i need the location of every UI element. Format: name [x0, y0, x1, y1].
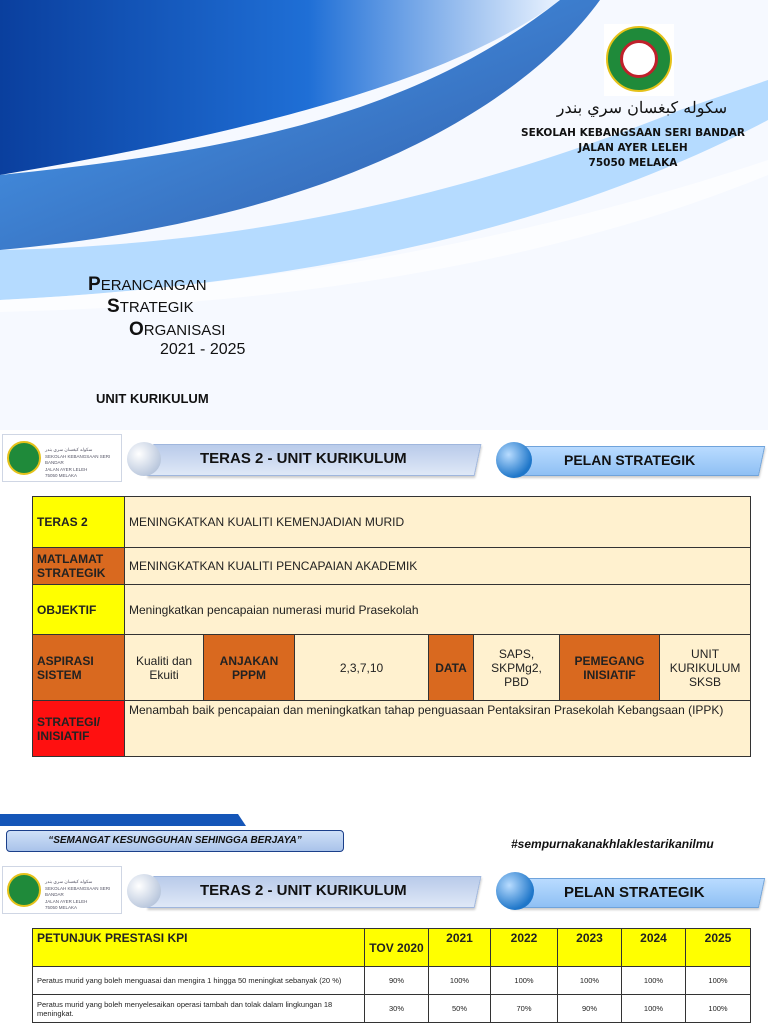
school-name: SEKOLAH KEBANGSAAN SERI BANDAR — [521, 127, 745, 139]
pelan-title-2: PELAN STRATEGIK — [564, 884, 705, 901]
teras-bubble-2 — [127, 874, 161, 908]
strategy-table — [32, 496, 751, 757]
strategi-label: STRATEGI/ INISIATIF — [33, 701, 125, 757]
aspirasi-label: ASPIRASI SISTEM — [33, 635, 125, 701]
school-address-block — [510, 126, 756, 171]
kpi-cell: 100% — [491, 967, 558, 995]
title-line-strategik: STRATEGIK — [107, 296, 194, 317]
cover-slide — [0, 0, 768, 430]
data-label: DATA — [429, 635, 474, 701]
header-school-logo — [7, 441, 41, 475]
header-logo-card — [2, 434, 122, 482]
kpi-cell: 100% — [622, 995, 686, 1023]
pemegang-label: PEMEGANG INISIATIF — [560, 635, 660, 701]
kpi-table — [32, 928, 751, 1023]
pelan-bubble — [496, 442, 532, 478]
matlamat-value: MENINGKATKAN KUALITI PENCAPAIAN AKADEMIK — [125, 548, 751, 585]
header-school-logo-2 — [7, 873, 41, 907]
kpi-cell: 90% — [365, 967, 429, 995]
kpi-header-2025: 2025 — [686, 929, 751, 967]
row-matlamat — [33, 548, 751, 585]
table-row — [33, 967, 751, 995]
teras-label: TERAS 2 — [33, 497, 125, 548]
teras-title: TERAS 2 - UNIT KURIKULUM — [200, 450, 407, 467]
kpi-cell: 30% — [365, 995, 429, 1023]
pelan-title: PELAN STRATEGIK — [564, 452, 696, 468]
row-teras — [33, 497, 751, 548]
kpi-cell: 100% — [686, 967, 751, 995]
school-address-line2: 75050 MELAKA — [588, 157, 678, 169]
header-logo-text-2: سكوله كبغسان سري بندر SEKOLAH KEBANGSAAN SERI BANDAR JALAN AYER LELEH 75050 MELAKA — [45, 879, 111, 910]
pemegang-value: UNIT KURIKULUM SKSB — [660, 635, 751, 701]
kpi-cell: 100% — [622, 967, 686, 995]
kpi-cell: 50% — [429, 995, 491, 1023]
table-row — [33, 995, 751, 1023]
kpi-cell: 70% — [491, 995, 558, 1023]
row-objektif — [33, 585, 751, 635]
teras-value: MENINGKATKAN KUALITI KEMENJADIAN MURID — [125, 497, 751, 548]
hashtag-text: #sempurnakanakhlaklestarikanilmu — [507, 833, 757, 855]
school-address-line1: JALAN AYER LELEH — [578, 142, 688, 154]
kpi-header-tov: TOV 2020 — [365, 929, 429, 967]
kpi-cell: 100% — [429, 967, 491, 995]
data-value: SAPS, SKPMg2, PBD — [474, 635, 560, 701]
header-logo-card-2 — [2, 866, 122, 914]
unit-label: UNIT KURIKULUM — [96, 391, 209, 406]
header-logo-text: سكوله كبغسان سري بندر SEKOLAH KEBANGSAAN SERI BANDAR JALAN AYER LELEH 75050 MELAKA — [45, 447, 111, 478]
row-strategi — [33, 701, 751, 757]
kpi-cell: 100% — [686, 995, 751, 1023]
title-line-organisasi: ORGANISASI — [129, 319, 226, 340]
kpi-row-label: Peratus murid yang boleh menyelesaikan operasi tambah dan tolak dalam lingkungan 18 meningkat. — [33, 995, 365, 1023]
school-name-jawi: سكوله كبغسان سري بندر — [556, 98, 728, 117]
title-line-perancangan: PERANCANGAN — [88, 274, 207, 295]
school-logo-crest — [620, 40, 658, 78]
kpi-header-label: PETUNJUK PRESTASI KPI — [33, 929, 365, 967]
strategy-slide — [0, 430, 768, 860]
kpi-header-row — [33, 929, 751, 967]
objektif-label: OBJEKTIF — [33, 585, 125, 635]
kpi-cell: 90% — [558, 995, 622, 1023]
kpi-header-2023: 2023 — [558, 929, 622, 967]
kpi-header-2024: 2024 — [622, 929, 686, 967]
objektif-value: Meningkatkan pencapaian numerasi murid Prasekolah — [125, 585, 751, 635]
kpi-header-2022: 2022 — [491, 929, 558, 967]
teras-bubble — [127, 442, 161, 476]
kpi-cell: 100% — [558, 967, 622, 995]
motto-pill — [6, 830, 344, 852]
pelan-bubble-2 — [496, 872, 534, 910]
kpi-slide — [0, 860, 768, 1024]
motto-text: “SEMANGAT KESUNGGUHAN SEHINGGA BERJAYA” — [48, 835, 302, 846]
kpi-header-2021: 2021 — [429, 929, 491, 967]
anjakan-value: 2,3,7,10 — [295, 635, 429, 701]
aspirasi-value: Kualiti dan Ekuiti — [125, 635, 204, 701]
row-aspirasi — [33, 635, 751, 701]
matlamat-label: MATLAMAT STRATEGIK — [33, 548, 125, 585]
kpi-row-label: Peratus murid yang boleh menguasai dan mengira 1 hingga 50 meningkat sebanyak (20 %) — [33, 967, 365, 995]
title-years: 2021 - 2025 — [160, 341, 246, 358]
teras-title-2: TERAS 2 - UNIT KURIKULUM — [200, 882, 407, 899]
strategi-value: Menambah baik pencapaian dan meningkatkan tahap penguasaan Pentaksiran Prasekolah Kebangsaan (IPPK) — [125, 701, 751, 757]
anjakan-label: ANJAKAN PPPM — [204, 635, 295, 701]
